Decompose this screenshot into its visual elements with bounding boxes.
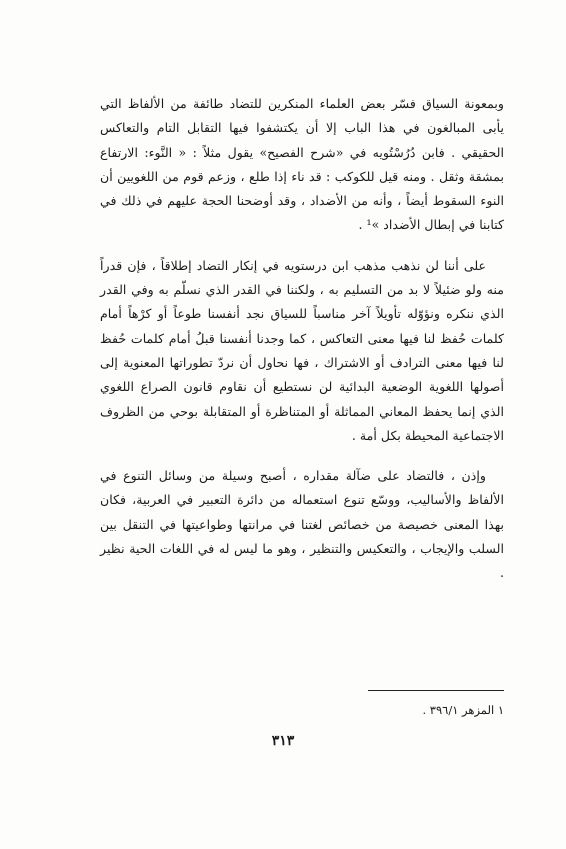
paragraph-3: وإذن ، فالتضاد على ضآلة مقداره ، أصبح وسيلة من وسائل التنوع في الألفاظ والأساليب، ووسّع تنوع استعماله من دائرة التعبير في العربية، فكان بهذا المعنى خصيصة من خصائص لغتنا في مرانتها وطواعيتها في التنقل بين السلب والإيجاب ، والتعكيس والتنظير ، وهو ما ليس له في اللغات الحية نظير . [100,468,504,581]
paragraph-1: وبمعونة السياق فسّر بعض العلماء المنكرين للتضاد طائفة من الألفاظ التي يأبى المبالغون في هذا الباب إلا أن يكتشفوا فيها التقابل التام والتعاكس الحقيقي . فابن دُرُسْتُويه في «شرح الفصيح» يقول مثلاً : « النَّوء: الارتفاع بمشقة وثقل . ومنه قيل للكوكب : قد ناء إذا طلع ، وزعم قوم من اللغويين أن النوء السقوط أيضاً ، وأنه من الأضداد ، وقد أوضحنا الحجة عليهم في ذلك في كتابنا في إبطال الأضداد »¹ . [100,96,504,233]
footnote-divider [368,690,504,691]
footnote: ١ المزهر ٣٩٦/١ . [422,703,504,717]
body-text [100,92,504,586]
paragraph-2: على أننا لن نذهب مذهب ابن درستويه في إنكار التضاد إطلاقاً ، فإن قدراً منه ولو ضئيلاً لا بد من التسليم به ، ولكننا في القدر الذي نسلّم به وفي القدر الذي ننكره ونؤوّله تأويلاً آخر مناسباً للسياق نجد أنفسنا طوعاً أو كرْهاً أمام كلمات حُفظ لنا فيها معنى التعاكس ، كما وجدنا أنفسنا قبلُ أمام كلمات حُفظ لنا فيها معنى الترادف أو الاشتراك ، فها نحاول أن نردّ تطوراتها المعنوية إلى أصولها اللغوية الوضعية البدائية لن نستطيع أن نقاوم قانون الصراع اللغوي الذي إنما يحفظ المعاني المماثلة أو المتناظرة أو المتقابلة بوحي من الظروف الاجتماعية المحيطة بكل أمة . [100,257,504,443]
page-number: ٣١٣ [271,733,295,749]
